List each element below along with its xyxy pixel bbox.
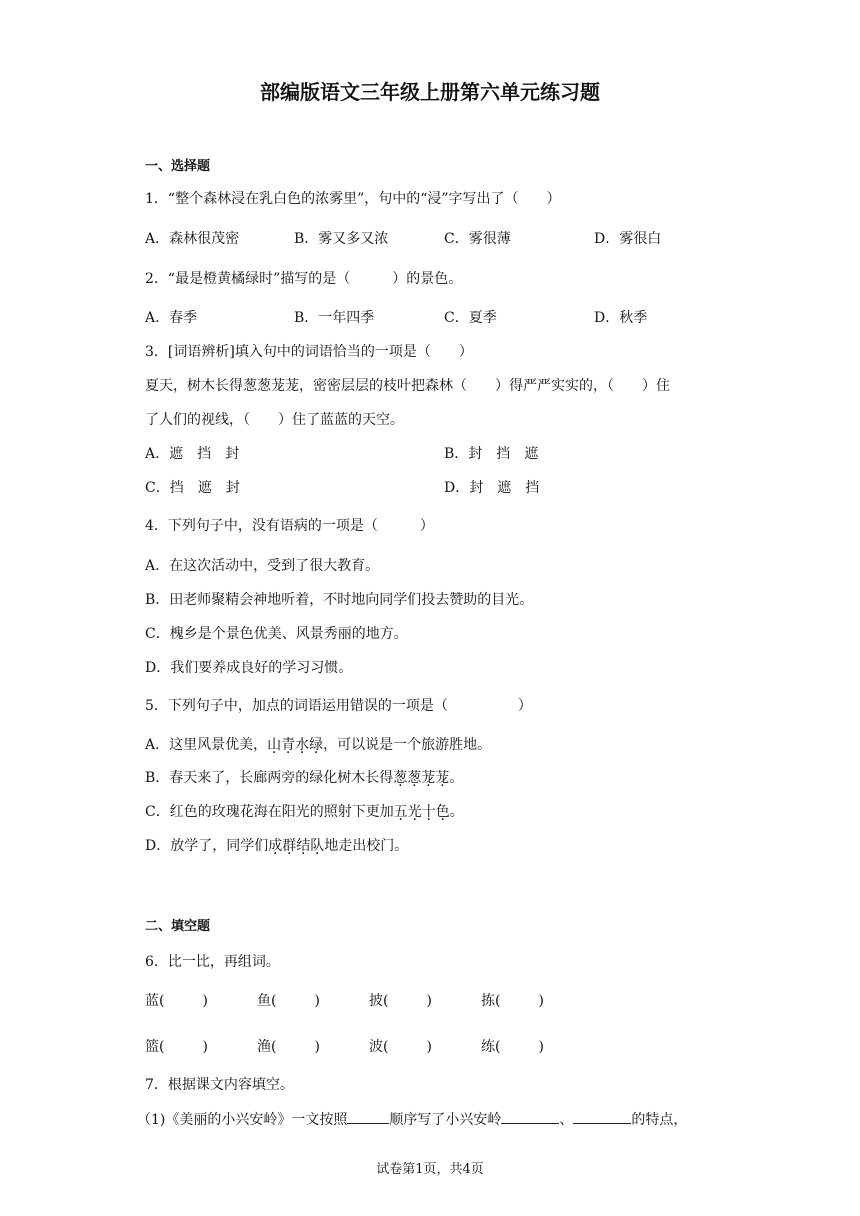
answer-blank[interactable] — [501, 1109, 559, 1124]
question-7-part-1: （1)《美丽的小兴安岭》一文按照 顺序写了小兴安岭 、 的特点， — [137, 1109, 687, 1130]
question-1-option-b: B．雾又多又浓 — [294, 231, 389, 247]
question-6-item: 渔( ) — [257, 1039, 320, 1055]
answer-blank[interactable] — [347, 1109, 389, 1124]
question-2-stem: 2．“最是橙黄橘绿时”描写的是（ ）的景色。 — [145, 271, 463, 287]
question-6-item: 拣( ) — [481, 993, 544, 1009]
question-6-stem: 6．比一比，再组词。 — [145, 954, 280, 970]
question-3-option-d: D．封 遮 挡 — [444, 480, 540, 496]
question-3-option-a: A．遮 挡 封 — [145, 446, 240, 462]
question-7-stem: 7．根据课文内容填空。 — [145, 1077, 294, 1093]
question-1-stem: 1．“整个森林浸在乳白色的浓雾里”，句中的“浸”字写出了（ ） — [145, 191, 561, 207]
section-heading-choice: 一、选择题 — [145, 159, 211, 174]
question-3-stem: 3．[词语辨析]填入句中的词语恰当的一项是（ ） — [145, 344, 473, 360]
question-4-option-c: C．槐乡是个景色优美、风景秀丽的地方。 — [145, 626, 408, 642]
question-2-option-a: A．春季 — [145, 310, 198, 326]
question-6-item: 鱼( ) — [257, 993, 320, 1009]
section-heading-fill: 二、填空题 — [145, 919, 211, 934]
question-6-item: 蓝( ) — [145, 993, 208, 1009]
question-3-option-b: B．封 挡 遮 — [444, 446, 539, 462]
question-5-option-a: A．这里风景优美，山青水绿，可以说是一个旅游胜地。 — [145, 737, 492, 753]
question-4-stem: 4．下列句子中，没有语病的一项是（ ） — [145, 518, 434, 534]
question-3-passage-line-1: 夏天，树木长得葱葱茏茏，密密层层的枝叶把森林（ ）得严严实实的，（ ）住 — [145, 378, 670, 394]
question-6-item: 波( ) — [369, 1039, 432, 1055]
question-4-option-a: A．在这次活动中，受到了很大教育。 — [145, 558, 380, 574]
question-6-item: 篮( ) — [145, 1039, 208, 1055]
question-5-stem: 5．下列句子中，加点的词语运用错误的一项是（ ） — [145, 698, 532, 714]
question-5-option-c: C．红色的玫瑰花海在阳光的照射下更加五光十色。 — [145, 804, 464, 820]
question-6-item: 披( ) — [369, 993, 432, 1009]
question-2-option-b: B．一年四季 — [294, 310, 375, 326]
question-2-option-c: C．夏季 — [444, 310, 497, 326]
question-5-option-b: B．春天来了，长廊两旁的绿化树木长得葱葱茏茏。 — [145, 770, 464, 786]
page-footer: 试卷第1页，共4页 — [376, 1162, 484, 1177]
question-2-option-d: D．秋季 — [594, 310, 648, 326]
question-1-option-c: C．雾很薄 — [444, 231, 511, 247]
question-5-option-d: D．放学了，同学们成群结队地走出校门。 — [145, 838, 409, 854]
question-1-option-d: D．雾很白 — [594, 231, 662, 247]
question-4-option-b: B．田老师聚精会神地听着，不时地向同学们投去赞助的目光。 — [145, 592, 534, 608]
question-3-option-c: C．挡 遮 封 — [145, 480, 240, 496]
question-4-option-d: D．我们要养成良好的学习习惯。 — [145, 660, 353, 676]
question-1-option-a: A．森林很茂密 — [145, 231, 240, 247]
page-title: 部编版语文三年级上册第六单元练习题 — [260, 80, 600, 104]
question-6-item: 练( ) — [481, 1039, 544, 1055]
question-3-passage-line-2: 了人们的视线，（ ）住了蓝蓝的天空。 — [145, 412, 404, 428]
answer-blank[interactable] — [573, 1109, 631, 1124]
